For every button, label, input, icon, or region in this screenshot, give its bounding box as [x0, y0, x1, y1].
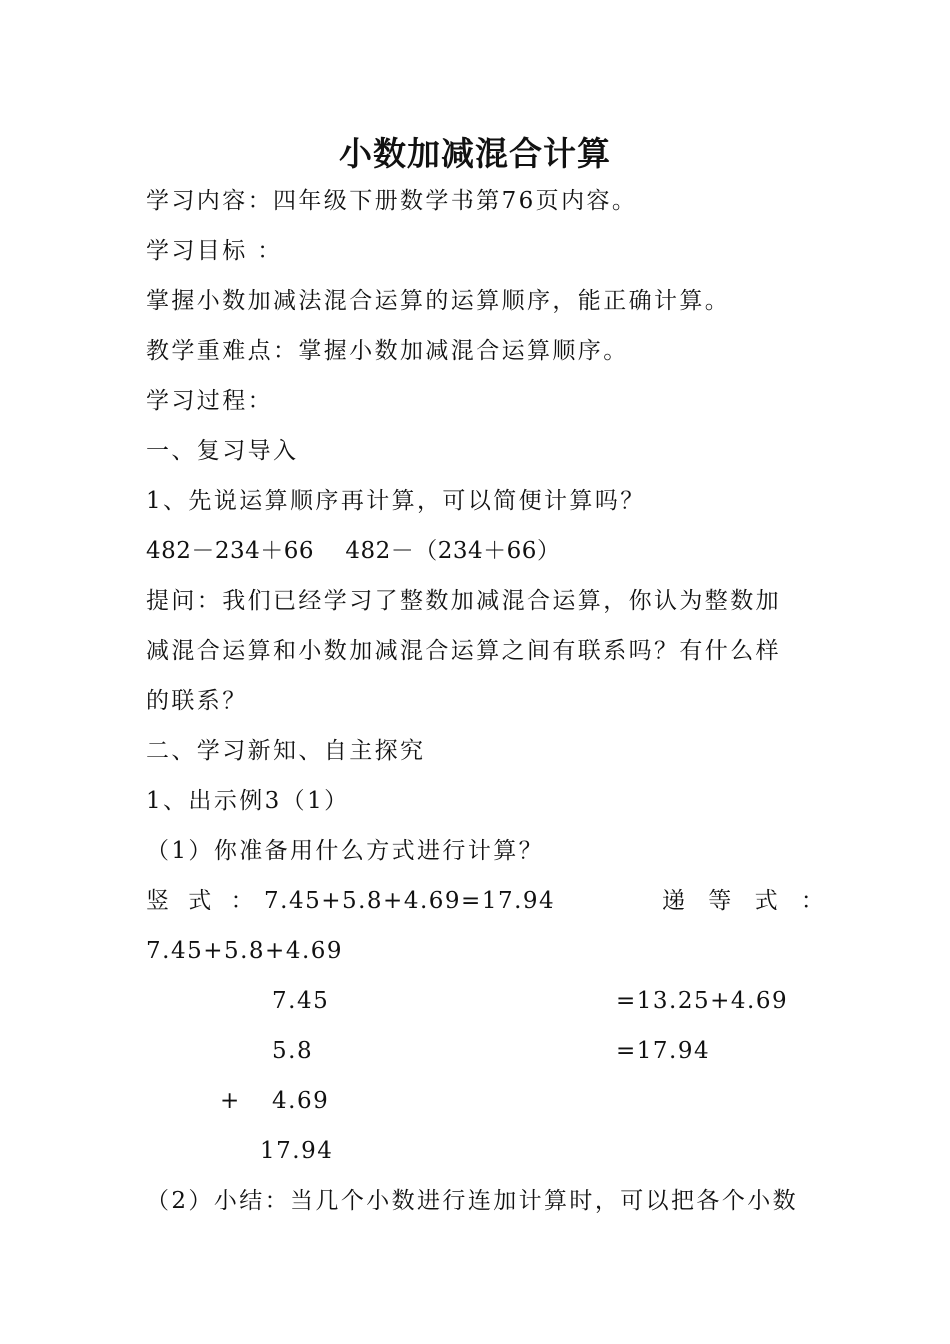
vertical-equation: 7.45+5.8+4.69=17.94 [264, 888, 556, 914]
review-expressions: 482－234＋66 482－（234＋66） [146, 538, 561, 564]
study-goal-heading: 学习目标 ： [146, 238, 283, 264]
summary-line: （2）小结：当几个小数进行连加计算时，可以把各个小数 [146, 1188, 799, 1214]
document-title: 小数加减混合计算 [339, 134, 611, 173]
study-content-line: 学习内容：四年级下册数学书第76页内容。 [146, 188, 638, 214]
study-process-heading: 学习过程： [146, 388, 273, 414]
section-new-knowledge-heading: 二、学习新知、自主探究 [146, 738, 426, 764]
study-goal-text: 掌握小数加减法混合运算的运算顺序，能正确计算。 [146, 288, 731, 314]
step-line-2: =17.94 [616, 1038, 711, 1064]
column-row-2: 5.8 [272, 1038, 314, 1064]
column-plus-sign: + [220, 1088, 241, 1114]
column-row-3: 4.69 [272, 1088, 330, 1114]
teaching-key-points: 教学重难点：掌握小数加减混合运算顺序。 [146, 338, 629, 364]
question-line-1: 提问：我们已经学习了整数加减混合运算，你认为整数加 [146, 588, 781, 614]
column-row-1: 7.45 [272, 988, 330, 1014]
column-result: 17.94 [260, 1138, 334, 1164]
question-line-2: 减混合运算和小数加减混合运算之间有联系吗？有什么样 [146, 638, 781, 664]
section-review-heading: 一、复习导入 [146, 438, 299, 464]
step-line-1: =13.25+4.69 [616, 988, 789, 1014]
question-line-3: 的联系？ [146, 688, 248, 714]
step-expression: 7.45+5.8+4.69 [146, 938, 344, 964]
step-label: 递 等 式 ： [662, 888, 832, 914]
review-question: 1、先说运算顺序再计算，可以简便计算吗？ [146, 488, 646, 514]
example-heading: 1、出示例3（1） [146, 788, 350, 814]
vertical-label: 竖 式 ： [146, 888, 260, 914]
method-question: （1）你准备用什么方式进行计算？ [146, 838, 545, 864]
